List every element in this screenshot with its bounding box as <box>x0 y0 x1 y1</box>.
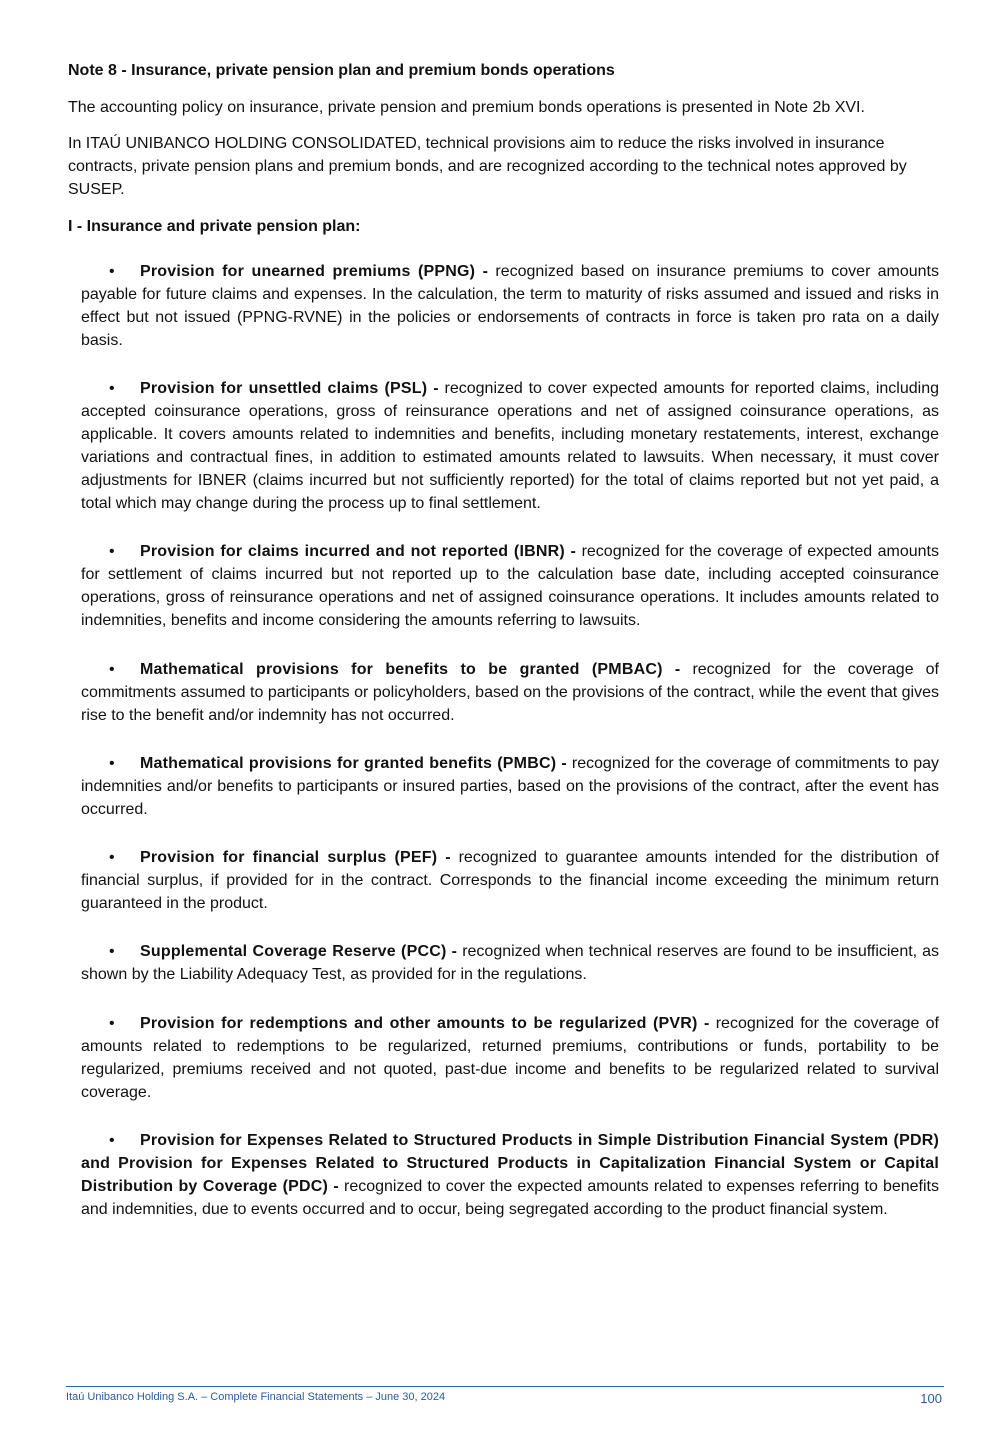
list-item-pmbc <box>81 752 939 821</box>
item-term: Supplemental Coverage Reserve (PCC) - <box>140 943 458 960</box>
item-term: Provision for unsettled claims (PSL) - <box>140 380 439 397</box>
item-term: Mathematical provisions for benefits to be granted (PMBAC) - <box>140 661 681 678</box>
bullet-icon: • <box>109 755 115 772</box>
bullet-icon: • <box>109 943 115 960</box>
list-item-ibnr <box>81 540 939 632</box>
item-term: Provision for financial surplus (PEF) - <box>140 849 451 866</box>
item-text: recognized when technical reserves are found to be insufficient, as shown by the Liability Adequacy Test, as provided for in the regulations. <box>81 943 939 983</box>
list-item-psl <box>81 377 939 515</box>
item-term: Mathematical provisions for granted benefits (PMBC) - <box>140 755 567 772</box>
item-text: recognized to cover expected amounts for reported claims, including accepted coinsurance operations, gross of reinsurance operations and net of assigned coinsurance operations, as applicable. It covers amounts related to indemnities and benefits, including monetary restatements, interest, exchange variations and contractual fines, in addition to estimated amounts related to lawsuits. When necessary, it must cover adjustments for IBNER (claims incurred but not sufficiently reported) for the total of claims reported but not yet paid, a total which may change during the process up to final settlement. <box>81 380 939 512</box>
item-text: recognized for the coverage of amounts related to redemptions to be regularized, returned premiums, contributions or funds, portability to be regularized, premiums received and not quoted, past-due income and benefits to be regularized related to survival coverage. <box>81 1015 939 1101</box>
list-item-ppng <box>81 260 939 352</box>
list-item-pdr-pdc <box>81 1129 939 1221</box>
intro-paragraph-policy: The accounting policy on insurance, private pension and premium bonds operations is presented in Note 2b XVI. <box>68 99 865 116</box>
bullet-icon: • <box>109 661 115 678</box>
bullet-icon: • <box>109 543 115 560</box>
item-term: Provision for redemptions and other amounts to be regularized (PVR) - <box>140 1015 710 1032</box>
footer-text: Itaú Unibanco Holding S.A. – Complete Financial Statements – June 30, 2024 <box>66 1391 446 1403</box>
item-text: recognized to cover the expected amounts related to expenses referring to benefits and indemnities, due to events occurred and to occur, being segregated according to the product financial system. <box>81 1178 939 1218</box>
item-term: Provision for unearned premiums (PPNG) - <box>140 263 489 280</box>
item-term: Provision for Expenses Related to Structured Products in Simple Distribution Financial System (PDR) and Provision for Expenses Related to Structured Products in Capitalization Financial System or Capital Distribution by Coverage (PDC) - <box>81 1132 939 1195</box>
item-term: Provision for claims incurred and not reported (IBNR) - <box>140 543 577 560</box>
item-text: recognized based on insurance premiums to cover amounts payable for future claims and expenses. In the calculation, the term to maturity of risks assumed and issued and risks in effect but not issued (PPNG-RVNE) in the policies or endorsements of contracts in force is taken pro rata on a daily basis. <box>81 263 939 349</box>
item-text: recognized for the coverage of expected amounts for settlement of claims incurred but not reported up to the calculation base date, including accepted coinsurance operations, gross of reinsurance operations and net of assigned coinsurance operations. It includes amounts related to indemnities, benefits and income considering the amounts referring to lawsuits. <box>81 543 940 629</box>
bullet-icon: • <box>109 380 115 397</box>
item-text: recognized to guarantee amounts intended for the distribution of financial surplus, if provided for in the contract. Corresponds to the financial income exceeding the minimum return guaranteed in the product. <box>81 849 939 912</box>
footer-divider <box>66 1386 944 1387</box>
page-number: 100 <box>920 1391 942 1406</box>
bullet-icon: • <box>109 849 115 866</box>
list-item-pmbac <box>81 658 939 727</box>
item-text: recognized for the coverage of commitments assumed to participants or policyholders, based on the provisions of the contract, while the event that gives rise to the benefit and/or indemnity has not occurred. <box>81 661 939 724</box>
list-item-pvr <box>81 1012 939 1104</box>
list-item-pef <box>81 846 939 915</box>
bullet-icon: • <box>109 263 115 280</box>
bullet-icon: • <box>109 1132 115 1149</box>
bullet-icon: • <box>109 1015 115 1032</box>
note-title: Note 8 - Insurance, private pension plan and premium bonds operations <box>68 62 615 79</box>
intro-paragraph-provisions: In ITAÚ UNIBANCO HOLDING CONSOLIDATED, technical provisions aim to reduce the risks involved in insurance contracts, private pension plans and premium bonds, and are recognized according to the technical notes approved by SUSEP. <box>68 135 907 198</box>
item-text: recognized for the coverage of commitments to pay indemnities and/or benefits to participants or insured parties, based on the provisions of the contract, after the event has occurred. <box>81 755 940 818</box>
list-item-pcc <box>81 940 939 986</box>
section-title: I - Insurance and private pension plan: <box>68 218 361 235</box>
